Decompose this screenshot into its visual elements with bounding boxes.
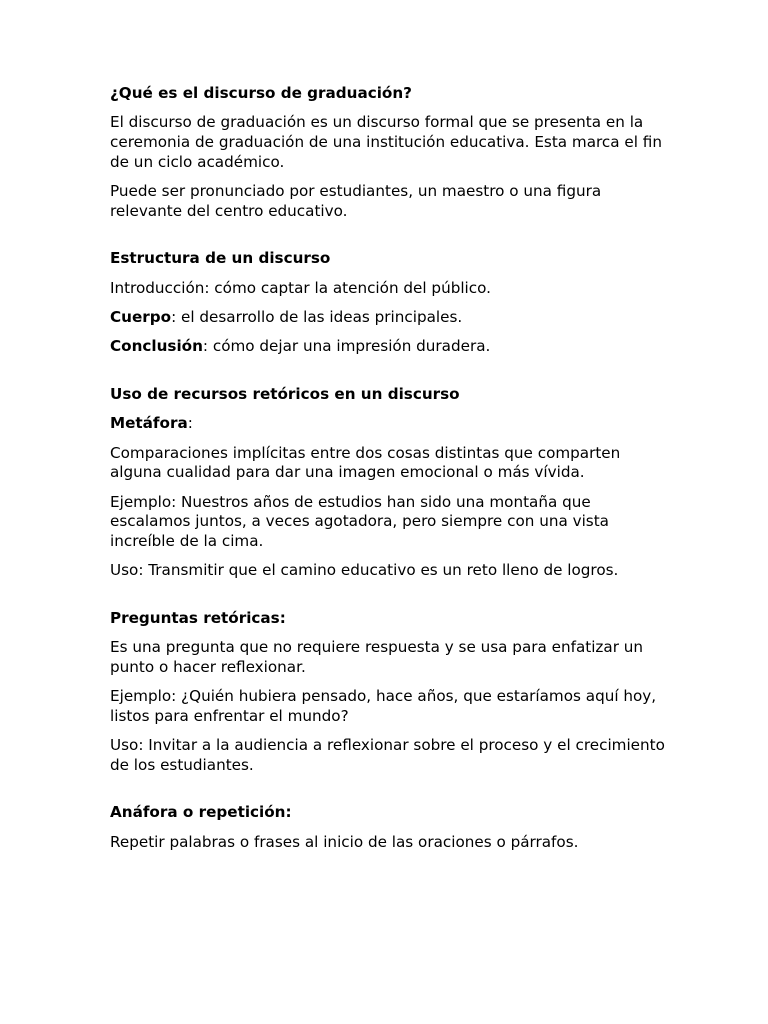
paragraph: Uso: Transmitir que el camino educativo es un reto lleno de logros. (110, 561, 619, 580)
term-description: : el desarrollo de las ideas principales. (171, 307, 463, 326)
section-rhetorical-devices (110, 385, 670, 581)
structure-item-introduction: Introducción: cómo captar la atención del público. (110, 278, 491, 297)
section-heading: Anáfora o repetición: (110, 803, 292, 822)
section-heading: ¿Qué es el discurso de graduación? (110, 84, 412, 102)
paragraph: Comparaciones implícitas entre dos cosas distintas que comparten alguna cualidad para dar una imagen emocional o más vívida. (110, 443, 621, 482)
section-heading: Preguntas retóricas: (110, 608, 286, 627)
paragraph: Es una pregunta que no requiere respuesta y se usa para enfatizar un punto o hacer reflexionar. (110, 638, 644, 676)
term-bold: Conclusión (110, 337, 203, 356)
subterm-metaphor (110, 414, 670, 434)
paragraph: Puede ser pronunciado por estudiantes, un maestro o una figura relevante del centro educativo. (110, 181, 602, 220)
term-bold: Metáfora (110, 414, 188, 433)
document-page (110, 84, 670, 862)
paragraph: Uso: Invitar a la audiencia a reflexionar sobre el proceso y el crecimiento de los estudiantes. (110, 736, 665, 774)
paragraph: Ejemplo: ¿Quién hubiera pensado, hace años, que estaríamos aquí hoy, listos para enfrentar el mundo? (110, 687, 657, 725)
paragraph: El discurso de graduación es un discurso formal que se presenta en la ceremonia de graduación de una institución educativa. Esta marca el fin de un ciclo académico. (110, 113, 662, 171)
section-speech-structure (110, 249, 670, 357)
section-anaphora (110, 803, 670, 852)
structure-item-conclusion (110, 337, 670, 357)
section-heading: Estructura de un discurso (110, 249, 331, 268)
paragraph: Repetir palabras o frases al inicio de las oraciones o párrafos. (110, 832, 579, 851)
structure-item-body (110, 308, 670, 328)
term-bold: Cuerpo (110, 307, 172, 326)
paragraph: Ejemplo: Nuestros años de estudios han sido una montaña que escalamos juntos, a veces agotadora, pero siempre con una vista increíble de la cima. (110, 492, 609, 550)
section-what-is-graduation-speech (110, 84, 670, 221)
term-description: : (187, 414, 193, 433)
section-rhetorical-questions (110, 609, 670, 776)
term-description: : cómo dejar una impresión duradera. (202, 337, 491, 356)
section-heading: Uso de recursos retóricos en un discurso (110, 384, 460, 403)
